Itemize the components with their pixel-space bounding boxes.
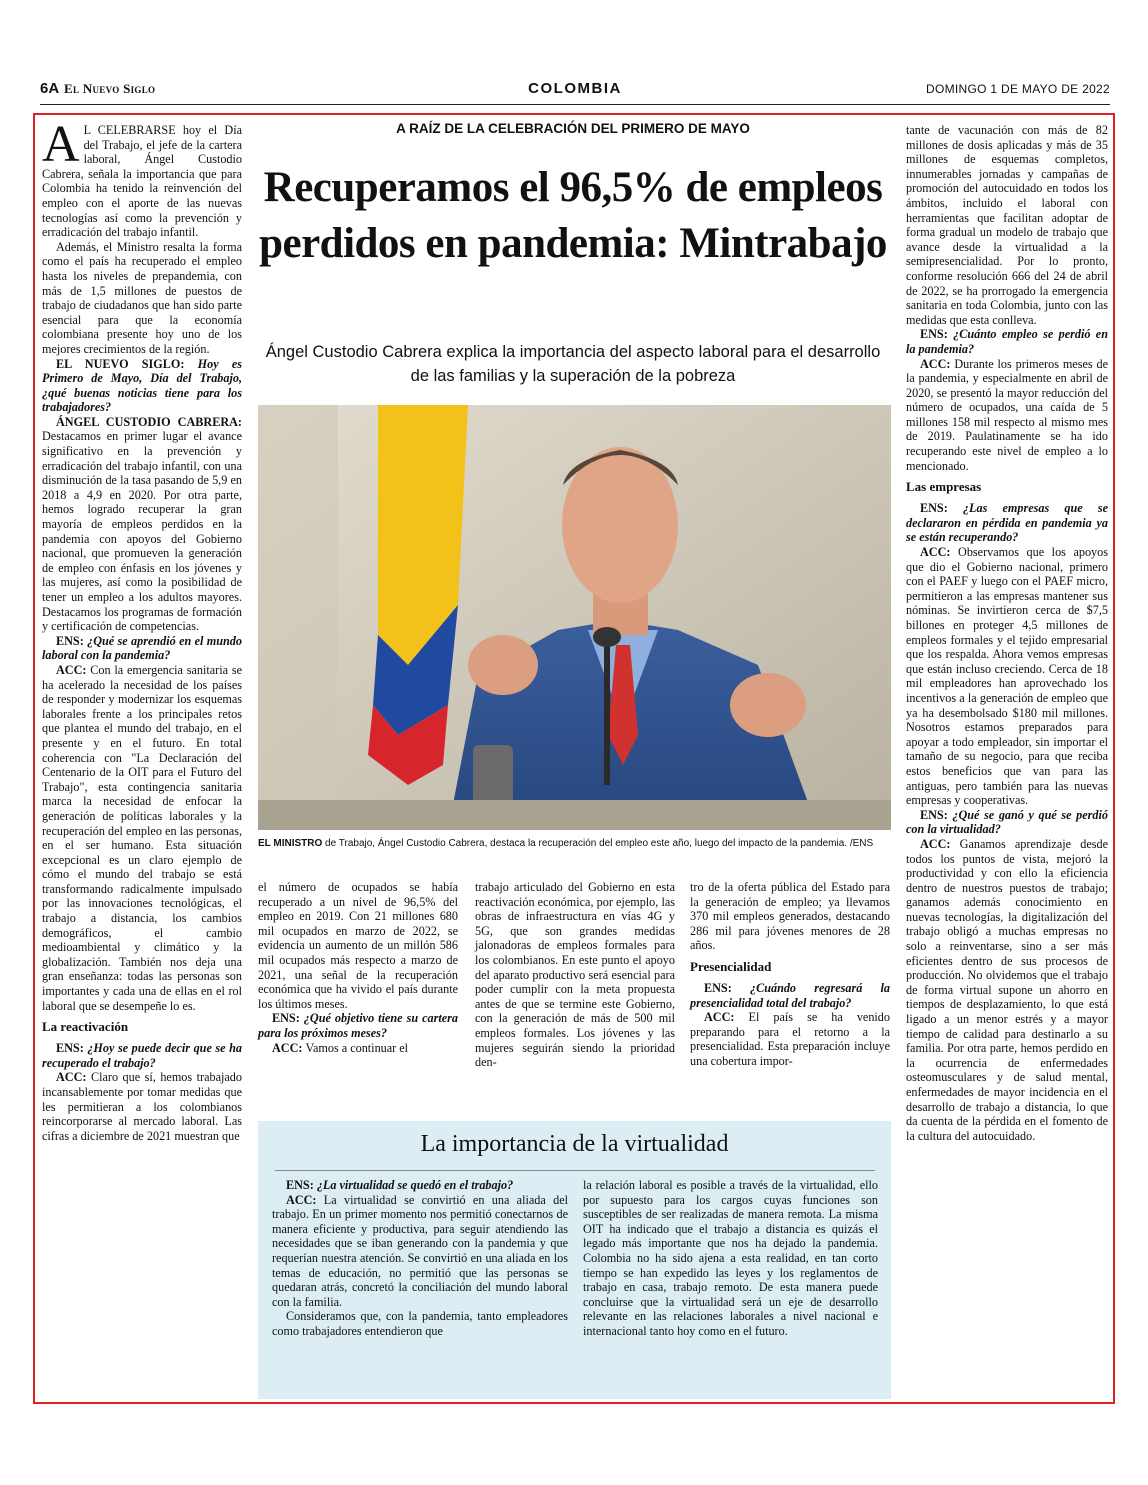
column-2: [258, 880, 458, 1055]
minister-photo: [258, 405, 891, 830]
body-paragraph: trabajo articulado del Gobierno en esta reactivación económica, por ejemplo, las obras de infraestructura en vías 4G y 5G, que son grandes medidas jalonadoras de empleos formales para los colombianos. En este punto el apoyo del aparato productivo será esencial para poder cumplir con la meta propuesta antes de que se termine este Gobierno, con la generación de más de 500 mil empleos formales. Los jóvenes y las mujeres seguirán siendo la prioridad den-: [475, 880, 675, 1070]
sidebar-rule: [275, 1170, 875, 1171]
question: ENS: ¿Las empresas que se declararon en pérdida en pandemia ya se están recuperando?: [906, 501, 1108, 545]
column-5: [906, 123, 1108, 1143]
question: ENS: ¿Qué se aprendió en el mundo laboral con la pandemia?: [42, 633, 242, 663]
subheadline: Ángel Custodio Cabrera explica la importancia del aspecto laboral para el desarrollo de las familias y la superación de la pobreza: [265, 343, 881, 385]
sidebar-title: La importancia de la virtualidad: [420, 1131, 729, 1157]
caption-lead: EL MINISTRO: [258, 838, 323, 849]
question: ENS: ¿Hoy se puede decir que se ha recuperado el trabajo?: [42, 1041, 242, 1070]
subheading: Las empresas: [906, 479, 982, 495]
answer: ACC: El país se ha venido preparando para el retorno a la presencialidad. Esta preparación incluye una cobertura impor-: [690, 1010, 890, 1068]
body-paragraph: Consideramos que, con la pandemia, tanto empleadores como trabajadores entendieron que: [272, 1309, 568, 1338]
column-3: [475, 880, 675, 1070]
question: ENS: ¿Cuándo regresará la presencialidad total del trabajo?: [690, 980, 890, 1010]
masthead: [40, 80, 1110, 102]
section-name: COLOMBIA: [528, 80, 622, 97]
masthead-rule: [40, 104, 1110, 105]
minister-portrait-photo-icon: [258, 405, 891, 830]
answer: ACC: Ganamos aprendizaje desde todos los puntos de vista, mejoró la productividad y con ello la eficiencia dentro de nuestros puestos de trabajo; ganamos además conocimiento en nuevas tecnologías, la digitalización del trabajo obligó a muchas empresas no solo a reinventarse, sino a ser más eficientes dentro de sus procesos de producción. No olvidemos que el trabajo de forma virtual supone un ahorro en tiempos de desplazamiento, lo que está ligado a un menor estrés y a mayor tiempo de calidad para destinarlo a su familia. Por otra parte, hemos perdido en la ocurrencia de enfermedades osteomusculares y de salud mental, enfermedades de mayor incidencia en el desarrollo de trabajo a distancia, lo que da cuenta de la pérdida en el fomento de la cultura del autocuidado.: [906, 836, 1108, 1143]
answer: ACC: La virtualidad se convirtió en una aliada del trabajo. En un primer momento nos permitió conectarnos de manera eficiente y productiva, para seguir atendiendo las necesidades que se iban generando con la pandemia y que requerían nuestra atención. Se convirtió en una aliada en los temas de educación, no permitió que las personas se quedaran atrás, concretó la conciliación del mundo laboral con la familia.: [272, 1192, 568, 1309]
answer: ACC: Con la emergencia sanitaria se ha acelerado la necesidad de los países de responder y modernizar los esquemas laborales frente a los principales retos que plantea el mundo del trabajo, en el presente y en el futuro. En total coherencia con "La Declaración del Centenario de la OIT para el Futuro del Trabajo", esta contingencia sanitaria marca la necesidad de enfocar la generación de políticas laborales y la recuperación del empleo en las personas, en el ser humano. Esta situación excepcional es un claro ejemplo de cómo el mundo del trabajo se está transformando radicalmente impulsado por las innovaciones tecnológicas, el trabajo a distancia, los cambios demográficos, el cambio medioambiental y climático y la globalización. También nos deja una gran enseñanza: todas las personas son importantes y cada una de ellas en el rol laboral que se desempeñe lo es.: [42, 662, 243, 1013]
body-paragraph: el número de ocupados se había recuperado a un nivel de 96,5% del empleo en 2019. Con 21 millones 680 mil ocupados en marzo de 2022, se evidencia un aumento de un millón 586 mil ocupados más respecto a marzo de 2021, una señal de la recuperación económica que ha vivido el país durante los últimos meses.: [258, 880, 458, 1011]
question: ENS: ¿La virtualidad se quedó en el trabajo?: [286, 1178, 514, 1192]
column-1: [42, 116, 243, 1143]
newspaper-name: El Nuevo Siglo: [64, 81, 156, 96]
answer: ACC: Claro que sí, hemos trabajado incansablemente por tomar medidas que les permitieran a los colombianos reincorporarse al mercado laboral. Las cifras a diciembre de 2021 muestran que: [42, 1070, 242, 1143]
answer: ACC: Vamos a continuar el: [272, 1040, 409, 1055]
caption-text: de Trabajo, Ángel Custodio Cabrera, destaca la recuperación del empleo este año, luego del impacto de la pandemia. /ENS: [322, 838, 874, 849]
question: EL NUEVO SIGLO: Hoy es Primero de Mayo, Día del Trabajo, ¿qué buenas noticias tiene para los trabajadores?: [42, 356, 242, 415]
issue-date: DOMINGO 1 DE MAYO DE 2022: [926, 82, 1110, 96]
answer: ACC: Observamos que los apoyos que dio el Gobierno nacional, primero con el PAEF y luego con el PAEF micro, permitieron a las empresas mantener sus nóminas. Se invirtieron cerca de $7,5 billones en proteger 4,5 millones de empleos formales y el tejido empresarial que los respalda. Ahora vemos empresas que están incluso creciendo. Cerca de 18 mil empleadores han aprovechado los incentivos a la generación de empleo que ya ha desembolsado $180 mil millones. Nosotros estamos preparados para apoyar a todo empleador, sin importar el tamaño de su negocio, para que reciba estos beneficios que van para las antiguas, pero también para las nuevas empresas y cooperativas.: [906, 545, 1108, 808]
body-paragraph: la relación laboral es posible a través de la virtualidad, ello por supuesto para los cargos cuyas funciones son susceptibles de ser realizadas de manera remota. La misma OIT ha indicado que el trabajo a distancia es quizás el legado más importante que nos ha dejado la pandemia. Colombia no ha sido ajena a esta realidad, en tan corto tiempo se han expedido las leyes y los reglamentos de trabajo en casa, trabajo remoto. De esta manera puede concluirse que la virtualidad será un eje de desarrollo relevante en las relaciones laborales a nivel nacional e internacional tanto hoy como en el futuro.: [583, 1178, 878, 1338]
answer: ACC: Durante los primeros meses de la pandemia, y especialmente en abril de 2020, se presentó la mayor reducción del número de ocupados, una caída de 5 millones 158 mil respecto al mismo mes de 2019. Paulatinamente se ha ido recuperando este nivel de empleo a lo mencionado.: [906, 356, 1108, 473]
headline: Recuperamos el 96,5% de empleos perdidos en pandemia: Mintrabajo: [259, 164, 887, 267]
body-paragraph: Además, el Ministro resalta la forma como el país ha recuperado el empleo hasta los niveles de prepandemia, con más de 1,5 millones de puestos de trabajo de ciudadanos que han sido parte esencial para que la economía colombiana presente hoy uno de los mejores crecimientos de la región.: [42, 239, 242, 356]
body-paragraph: tro de la oferta pública del Estado para la generación de empleo; ya llevamos 370 mil empleos generados, destacando 286 mil para jóvenes menores de 28 años.: [690, 880, 890, 953]
lead-paragraph: A L CELEBRARSE hoy el Día del Trabajo, el jefe de la cartera laboral, Ángel Custodio Cabrera, señala la importancia que para Colombia ha tenido la reinvención del empleo con el aporte de las nuevas tecnologías así como la prevención y erradicación del trabajo infantil.: [42, 116, 242, 240]
question: ENS: ¿Cuánto empleo se perdió en la pandemia?: [906, 327, 1108, 356]
answer: ÁNGEL CUSTODIO CABRERA: Destacamos en primer lugar el avance significativo en la prevención y erradicación del trabajo infantil, con una disminución de la tasa pasando de 5,9 en 2018 a 4,9 en 2020. Por otra parte, hemos logrado recuperar la gran mayoría de empleos perdidos en la pandemia con apoyos del Gobierno nacional, que promueven la generación de empleo con énfasis en los jóvenes y las mujeres, así como la posibilidad de tener un empleo a los adultos mayores. Destacamos los programas de formación y certificación de competencias.: [42, 414, 242, 634]
body-paragraph: tante de vacunación con más de 82 millones de dosis aplicadas y más de 35 millones de esquemas completos, innumerables jornadas y campañas de promoción del autocuidado en todos los ámbitos, incluido el laboral con herramientas que facilitan adoptar de forma gradual un modelo de trabajo que avance desde la virtualidad a la semipresencialidad. Por lo pronto, conforme resolución 666 del 24 de abril de 2022, se ha prorrogado la emergencia sanitaria en toda Colombia, junto con las medidas que esta conlleva.: [906, 123, 1108, 327]
subheading: La reactivación: [42, 1019, 129, 1035]
kicker: A RAÍZ DE LA CELEBRACIÓN DEL PRIMERO DE MAYO: [396, 121, 750, 136]
question: ENS: ¿Qué se ganó y qué se perdió con la virtualidad?: [906, 807, 1108, 837]
subheading: Presencialidad: [690, 958, 772, 974]
column-4: [690, 880, 890, 1069]
drop-cap: A: [42, 116, 80, 173]
page-number: 6A: [40, 80, 60, 97]
photo-caption: [258, 837, 891, 851]
question: ENS: ¿Qué objetivo tiene su cartera para los próximos meses?: [258, 1011, 458, 1040]
sidebar-column-2: [583, 1178, 878, 1339]
sidebar-column-1: [272, 1178, 568, 1339]
